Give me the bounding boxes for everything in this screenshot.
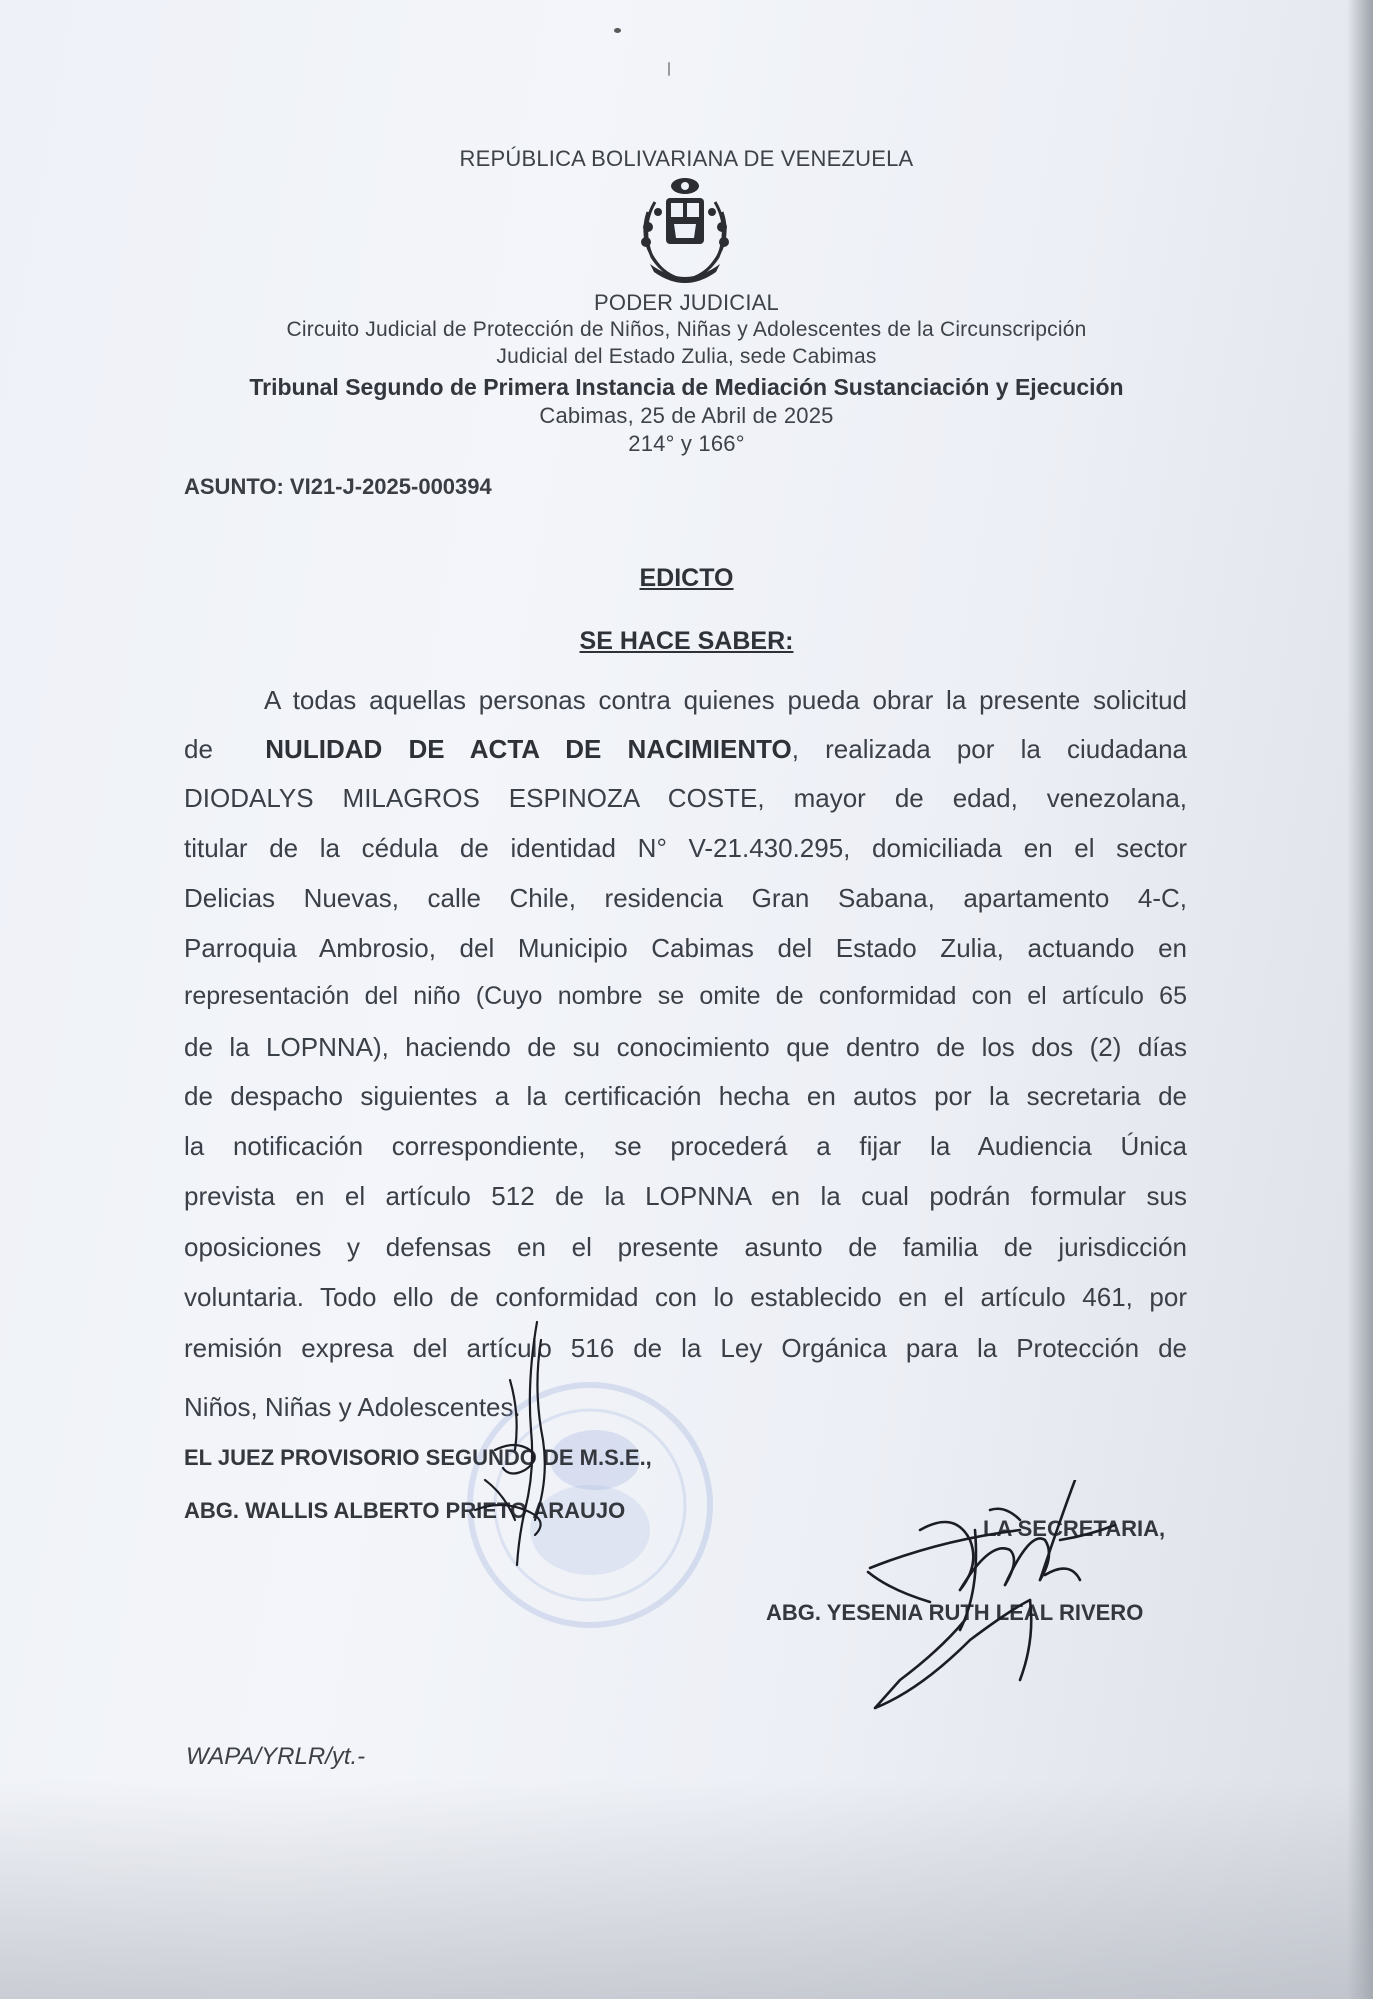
body-line-8: de la LOPNNA), haciendo de su conocimiento que dentro de los dos (2) días [184, 1032, 1187, 1062]
tribunal-heading: Tribunal Segundo de Primera Instancia de Mediación Sustanciación y Ejecución [249, 374, 1124, 400]
paper-speck [668, 62, 670, 76]
document-subtitle: SE HACE SABER: [579, 627, 794, 655]
body-line-7: representación del niño (Cuyo nombre se omite de conformidad con el artículo 65 [184, 982, 1187, 1010]
venezuela-coat-of-arms-icon [630, 172, 740, 288]
republic-heading: REPÚBLICA BOLIVARIANA DE VENEZUELA [459, 146, 914, 171]
years-line: 214° y 166° [628, 431, 745, 456]
judge-signature [455, 1320, 565, 1570]
body-line-15: Niños, Niñas y Adolescentes. [184, 1392, 521, 1422]
body-line-4: titular de la cédula de identidad N° V-21.430.295, domiciliada en el sector [184, 833, 1187, 863]
body-line-10: la notificación correspondiente, se procederá a fijar la Audiencia Única [184, 1131, 1187, 1161]
body-line-13: voluntaria. Todo ello de conformidad con lo establecido en el artículo 461, por [184, 1282, 1187, 1312]
body-line-12: oposiciones y defensas en el presente asunto de familia de jurisdicción [184, 1232, 1187, 1262]
body-line-1: A todas aquellas personas contra quienes pueda obrar la presente solicitud [264, 685, 1187, 715]
circuit-line-1: Circuito Judicial de Protección de Niños, Niñas y Adolescentes de la Circunscripción [286, 318, 1087, 341]
place-date: Cabimas, 25 de Abril de 2025 [539, 403, 834, 428]
bottom-shadow [0, 1779, 1373, 1999]
secretary-signature [860, 1480, 1130, 1740]
document-title: EDICTO [639, 564, 734, 592]
secretary-name: ABG. YESENIA RUTH LEAL RIVERO [766, 1600, 1144, 1625]
body-line-2 [184, 734, 1187, 765]
body-line-6: Parroquia Ambrosio, del Municipio Cabimas del Estado Zulia, actuando en [184, 933, 1187, 963]
body-line-9: de despacho siguientes a la certificación hecha en autos por la secretaria de [184, 1081, 1187, 1111]
judge-role: EL JUEZ PROVISORIO SEGUNDO DE M.S.E., [184, 1445, 652, 1470]
judge-name: ABG. WALLIS ALBERTO PRIETO ARAUJO [184, 1498, 626, 1523]
request-type: NULIDAD DE ACTA DE NACIMIENTO [265, 734, 792, 764]
body-line-14: remisión expresa del artículo 516 de la Ley Orgánica para la Protección de [184, 1333, 1187, 1363]
reference-initials: WAPA/YRLR/yt.- [186, 1743, 366, 1770]
case-number: ASUNTO: VI21-J-2025-000394 [184, 474, 492, 499]
body-text: de [184, 734, 213, 764]
circuit-line-2: Judicial del Estado Zulia, sede Cabimas [496, 345, 877, 368]
judicial-power-heading: PODER JUDICIAL [594, 290, 779, 315]
body-line-3: DIODALYS MILAGROS ESPINOZA COSTE, mayor de edad, venezolana, [184, 783, 1187, 813]
body-line-11: prevista en el artículo 512 de la LOPNNA en la cual podrán formular sus [184, 1181, 1187, 1211]
body-line-5: Delicias Nuevas, calle Chile, residencia Gran Sabana, apartamento 4-C, [184, 883, 1187, 913]
paper-speck [614, 28, 621, 33]
body-text: , realizada por la ciudadana [791, 734, 1187, 764]
secretary-role: LA SECRETARIA, [983, 1516, 1166, 1541]
